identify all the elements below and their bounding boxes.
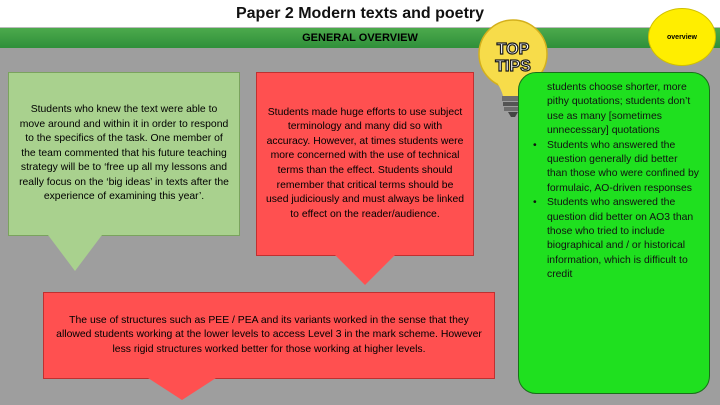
callout-bottom-pointer — [148, 378, 216, 400]
slide-subtitle: GENERAL OVERVIEW — [302, 32, 418, 44]
callout-middle-pointer — [335, 255, 395, 285]
title-bar — [0, 0, 720, 28]
callout-bottom — [43, 292, 495, 379]
tip-item: • Students who answered the question did better on AO3 than those who tried to include biographical and / or historical information, which is difficult to credit — [547, 196, 699, 282]
tip-item: students choose shorter, more pithy quotations; students don’t use as many [sometimes unnecessary] quotations — [547, 82, 691, 137]
callout-left-pointer — [48, 235, 102, 271]
tip-item: • Students who answered the question generally did better than those who were confined by formulaic, AO-driven responses — [547, 139, 699, 197]
overview-badge-label: overview — [667, 33, 697, 41]
callout-middle-text: Students made huge efforts to use subject terminology and many did so with accuracy. However, at times students were more concerned with the use of technical terms than the effect. Students should remember that critical terms should be used judiciously and must always be linked to effect on the reader/audience. — [265, 106, 465, 220]
top-tips-line1: TOP — [496, 41, 530, 58]
callout-left-text: Students who knew the text were able to move around and within it in order to respond to the specifics of the task. One member of the team commented that his future teaching strategy will be to ‘free up all my lessons and really focus on the ‘big ideas’ in texts after the experience of examining this year’. — [19, 103, 229, 203]
top-tips-panel — [518, 72, 710, 394]
subtitle-bar — [0, 28, 720, 48]
top-tips-line2: TIPS — [495, 58, 531, 75]
callout-bottom-text: The use of structures such as PEE / PEA and its variants worked in the sense that they allowed students working at the lower levels to access Level 3 in the mark scheme. However less rigid structures worked better for those working at higher levels. — [56, 314, 482, 355]
callout-middle — [256, 72, 474, 256]
tips-list — [529, 81, 699, 283]
callout-left — [8, 72, 240, 236]
overview-badge[interactable] — [648, 8, 716, 66]
slide-title: Paper 2 Modern texts and poetry — [235, 4, 485, 22]
